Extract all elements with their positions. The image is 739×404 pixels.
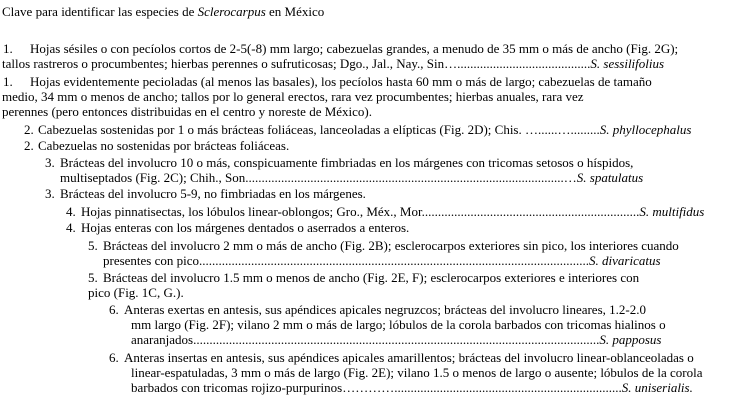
entry-line: presentes con pico........................................................................................................................S. divaricatus	[103, 253, 661, 268]
entry-number: 1.	[3, 74, 13, 89]
species-name: S. divaricatus	[589, 253, 661, 268]
species-name: S. spatulatus	[576, 170, 644, 185]
entry-number: 1.	[3, 41, 13, 56]
entry-number: 2.	[24, 122, 34, 137]
entry-number: 6.	[109, 302, 119, 317]
entry-line: Brácteas del involucro 2 mm o más de ancho (Fig. 2B); esclerocarpos exteriores sin pico, los interiores cuando	[103, 238, 679, 253]
species-name: S. phyllocephalus	[599, 122, 692, 137]
title-prefix: Clave para identificar las especies de	[2, 4, 198, 19]
species-name: S. sessilifolius	[590, 56, 665, 71]
species-name: S. uniserialis.	[621, 380, 693, 395]
entry-line: linear-espatuladas, 3 mm o más de largo (Fig. 2E); vilano 1.5 o menos de largo o ausente; lóbulos de la corola	[131, 365, 703, 380]
entry-line: Hojas pinnatisectas, los lóbulos linear-oblongos; Gro., Méx., Mor...................................................................S. multifidus	[81, 204, 705, 219]
entry-line: Hojas enteras con los márgenes dentados o aserrados a enteros.	[81, 220, 410, 235]
document-title	[2, 4, 324, 19]
entry-line: perennes (pero entonces distribuidas en el centro y noreste de México).	[2, 104, 373, 119]
entry-number: 3.	[45, 186, 55, 201]
entry-line: multiseptados (Fig. 2C); Chih., Son..................................................................................................…S. spatulatus	[60, 170, 644, 185]
entry-line: Anteras exertas en antesis, sus apéndices apicales negruzcos; brácteas del involucro lineares, 1.2-2.0	[124, 302, 646, 317]
entry-line: medio, 34 mm o menos de ancho; tallos por lo general erectos, rara vez procumbentes; hierbas anuales, rara vez	[2, 89, 584, 104]
entry-line: Brácteas del involucro 5-9, no fimbriadas en los márgenes.	[60, 186, 366, 201]
entry-line: barbados con tricomas rojizo-purpurinos…………......................................................................S. uniserialis.	[131, 380, 693, 395]
entry-number: 3.	[45, 155, 55, 170]
entry-number: 4.	[66, 220, 76, 235]
entry-number: 4.	[66, 204, 76, 219]
entry-number: 2.	[24, 138, 34, 153]
title-suffix: en México	[265, 4, 325, 19]
entry-line: anaranjados.............................................................................................................................S. papposus	[131, 332, 662, 347]
entry-line: mm largo (Fig. 2F); vilano 2 mm o más de largo; lóbulos de la corola barbados con tricomas hialinos o	[131, 317, 666, 332]
entry-line: tallos rastreros o procumbentes; hierbas perennes o sufruticosas; Dgo., Jal., Nay., Sin….........................................S. sessilifolius	[2, 56, 665, 71]
entry-number: 5.	[88, 238, 98, 253]
entry-line: Anteras insertas en antesis, sus apéndices apicales amarillentos; brácteas del involucro linear-oblanceoladas o	[124, 350, 694, 365]
entry-number: 6.	[109, 350, 119, 365]
entry-number: 5.	[88, 270, 98, 285]
entry-line: Brácteas del involucro 1.5 mm o menos de ancho (Fig. 2E, F); esclerocarpos exteriores e interiores con	[103, 270, 640, 285]
title-genus: Sclerocarpus	[197, 4, 266, 19]
entry-line: Cabezuelas sostenidas por 1 o más brácteas foliáceas, lanceoladas a elípticas (Fig. 2D); Chis. …......….........S. phyllocephalus	[38, 122, 692, 137]
entry-line: pico (Fig. 1C, G.).	[88, 285, 184, 300]
entry-line: Hojas evidentemente pecioladas (al menos las basales), los pecíolos hasta 60 mm o más de largo; cabezuelas de tamaño	[30, 74, 652, 89]
species-name: S. multifidus	[639, 204, 705, 219]
entry-line: Hojas sésiles o con pecíolos cortos de 2-5(-8) mm largo; cabezuelas grandes, a menudo de 35 mm o más de ancho (Fig. 2G);	[30, 41, 679, 56]
entry-line: Brácteas del involucro 10 o más, conspicuamente fimbriadas en los márgenes con tricomas setosos o híspidos,	[60, 155, 634, 170]
species-name: S. papposus	[599, 332, 662, 347]
entry-line: Cabezuelas no sostenidas por brácteas foliáceas.	[38, 138, 290, 153]
